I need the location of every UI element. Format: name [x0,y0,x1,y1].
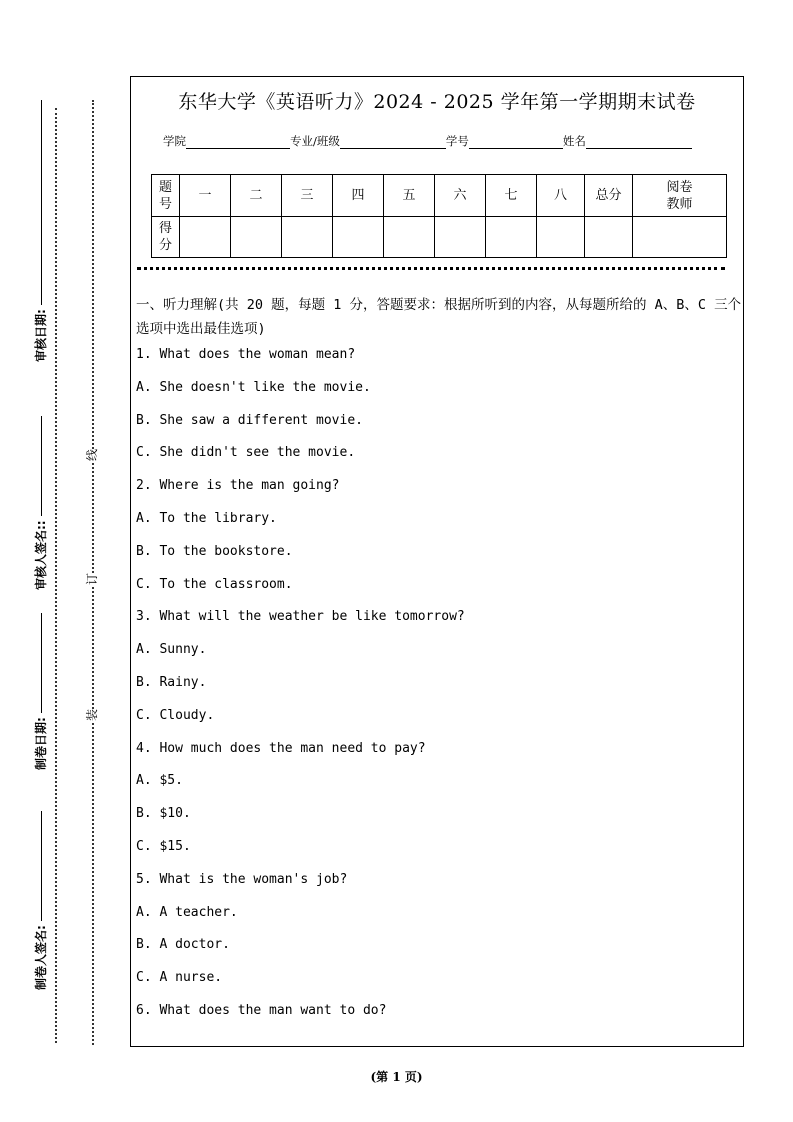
score-cell[interactable] [231,217,282,258]
option-text: B. A doctor. [136,937,230,953]
option-text: C. She didn't see the movie. [136,445,356,461]
option-text: A. A teacher. [136,904,238,920]
col-header: 四 [333,175,384,217]
question-text: 6. What does the man want to do? [136,1002,387,1018]
reviewer-sign-line[interactable] [40,416,42,516]
col-header: 七 [486,175,537,217]
reviewer-date-line[interactable] [40,100,42,305]
score-table-score-row [152,217,727,258]
score-cell[interactable] [282,217,333,258]
maker-date-field[interactable] [32,613,49,770]
score-label-cell: 得分 [152,217,180,258]
exam-frame [130,76,744,1047]
option-text: A. She doesn't like the movie. [136,379,371,395]
option-text: A. To the library. [136,510,277,526]
score-cell[interactable] [486,217,537,258]
col-header: 八 [537,175,585,217]
question-text: 3. What will the weather be like tomorrow? [136,609,465,625]
option-text: B. $10. [136,806,191,822]
outer-dotted-line [55,108,57,1043]
reviewer-sign-label: 审核人签名:: [34,520,48,590]
question-text: 4. How much does the man need to pay? [136,740,426,756]
score-cell[interactable] [435,217,486,258]
maker-date-label: 制卷日期: [34,717,48,770]
question-list [136,345,465,1034]
reviewer-date-field[interactable] [32,100,49,362]
col-header-grader: 阅卷教师 [633,175,727,217]
page-footer: (第 1 页) [370,1070,423,1084]
maker-sign-field[interactable] [32,811,49,990]
major-label: 专业/班级 [290,134,340,148]
option-text: B. Rainy. [136,674,207,690]
reviewer-sign-field[interactable] [32,416,49,590]
score-cell[interactable] [384,217,435,258]
col-header: 五 [384,175,435,217]
college-field[interactable] [186,136,290,149]
major-field[interactable] [340,136,446,149]
score-cell[interactable] [333,217,384,258]
option-text: A. Sunny. [136,642,207,658]
col-header-total: 总分 [585,175,633,217]
maker-date-line[interactable] [40,613,42,713]
option-text: C. To the classroom. [136,576,293,592]
option-text: C. A nurse. [136,970,223,986]
col-header: 三 [282,175,333,217]
college-label: 学院 [163,134,186,148]
option-text: B. To the bookstore. [136,543,293,559]
student-id-field[interactable] [469,136,563,149]
option-text: C. Cloudy. [136,707,215,723]
question-text: 2. Where is the man going? [136,478,340,494]
score-table [151,174,727,258]
bind-order-char: 订 [85,572,100,586]
exam-title: 东华大学《英语听力》2024 - 2025 学年第一学期期末试卷 [178,91,696,113]
grader-cell[interactable] [633,217,727,258]
question-text: 1. What does the woman mean? [136,347,356,362]
bind-line-char: 线 [85,448,100,462]
col-header: 二 [231,175,282,217]
student-info-line [163,133,692,149]
total-score-cell[interactable] [585,217,633,258]
question-text: 5. What is the woman's job? [136,871,348,887]
maker-sign-line[interactable] [40,811,42,921]
section-1-heading: 一、听力理解(共 20 题，每题 1 分，答题要求：根据所听到的内容，从每题所给的 A、B、C 三个选项中选出最佳选项) [136,297,742,337]
reviewer-date-label: 审核日期: [34,309,48,362]
maker-sign-label: 制卷人签名: [34,925,48,990]
col-header: 六 [435,175,486,217]
col-header: 一 [180,175,231,217]
student-id-label: 学号 [445,134,469,148]
score-cell[interactable] [180,217,231,258]
bind-pack-char: 装 [85,708,100,722]
score-table-header-row [152,175,727,217]
dotted-separator [137,267,725,270]
score-cell[interactable] [537,217,585,258]
option-text: C. $15. [136,838,191,854]
option-text: B. She saw a different movie. [136,412,363,428]
option-text: A. $5. [136,773,183,789]
name-field[interactable] [586,136,692,149]
name-label: 姓名 [562,134,586,148]
question-number-label-cell: 题号 [152,175,180,217]
